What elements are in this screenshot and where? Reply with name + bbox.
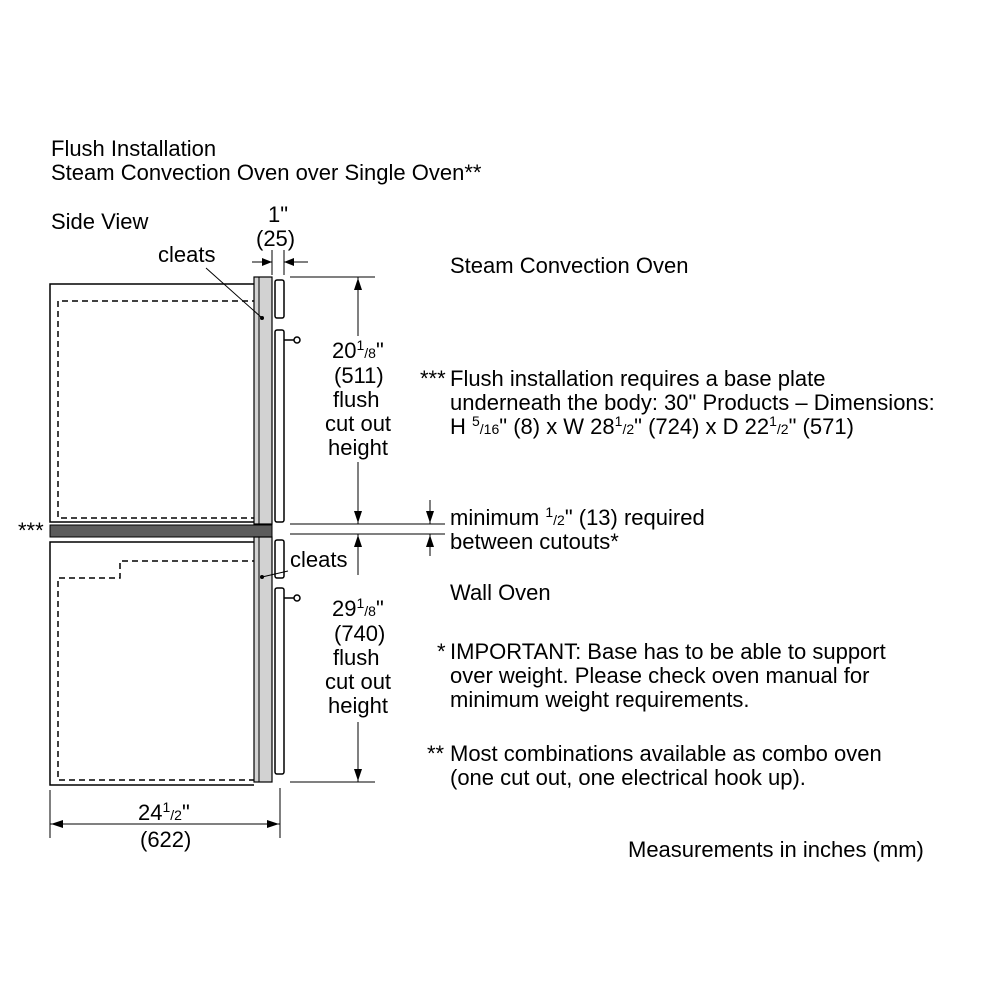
door-thickness-mm: (25) [256,226,296,251]
flush-note-line-2: underneath the body: 30" Products – Dimensions: [450,390,935,415]
important-note-line-3: minimum weight requirements. [450,687,750,712]
combo-note-line-2: (one cut out, one electrical hook up). [450,765,806,790]
flush-note-prefix: *** [420,366,446,391]
side-view-label: Side View [51,209,149,234]
lower-cabinet [50,542,258,785]
title-line-2: Steam Convection Oven over Single Oven** [51,160,482,185]
upper-height-mm: (511) [334,363,384,388]
upper-label-flush: flush [333,387,380,412]
important-note-line-2: over weight. Please check oven manual for [450,663,870,688]
width-inch: $24^1_{/2}$" [138,799,190,825]
lower-height-inch: $29^1_{/8}$" [332,595,384,621]
base-plate [50,525,272,537]
lower-label-height: height [328,693,388,718]
flush-note-line-3: H $^5_{/16}$" (8) x W $28^1_{/2}$" (724) x D $22^1_{/2}$" (571) [450,413,854,439]
door-thickness-dimension [252,250,308,275]
lower-label-cutout: cut out [325,669,392,694]
width-mm: (622) [140,827,192,852]
steam-oven-label: Steam Convection Oven [450,253,689,278]
upper-oven-profile [254,277,300,524]
upper-cabinet [50,284,258,522]
upper-label-cutout: cut out [325,411,392,436]
cleats-label-top: cleats [158,242,216,267]
wall-oven-label: Wall Oven [450,580,551,605]
cleats-label-bottom: cleats [290,547,348,572]
measurements-note: Measurements in inches (mm) [628,837,924,862]
base-plate-marker: *** [18,518,44,543]
upper-height-inch: $20^1_{/8}$" [332,337,384,363]
important-note-prefix: * [437,639,446,664]
door-thickness-inch: 1" [268,202,289,227]
combo-note-prefix: ** [427,741,445,766]
minimum-gap-note [450,504,705,554]
lower-label-flush: flush [333,645,380,670]
combo-note [427,741,882,790]
lower-height-mm: (740) [334,621,386,646]
combo-note-line-1: Most combinations available as combo oven [450,741,882,766]
title-line-1: Flush Installation [51,136,217,161]
minimum-gap-line-1: minimum $^1_{/2}$" (13) required [450,504,705,530]
minimum-gap-line-2: between cutouts* [450,529,619,554]
flush-note [420,366,935,439]
upper-label-height: height [328,435,388,460]
important-note-line-1: IMPORTANT: Base has to be able to support [450,639,886,664]
important-note [437,639,886,712]
flush-note-line-1: Flush installation requires a base plate [450,366,826,391]
